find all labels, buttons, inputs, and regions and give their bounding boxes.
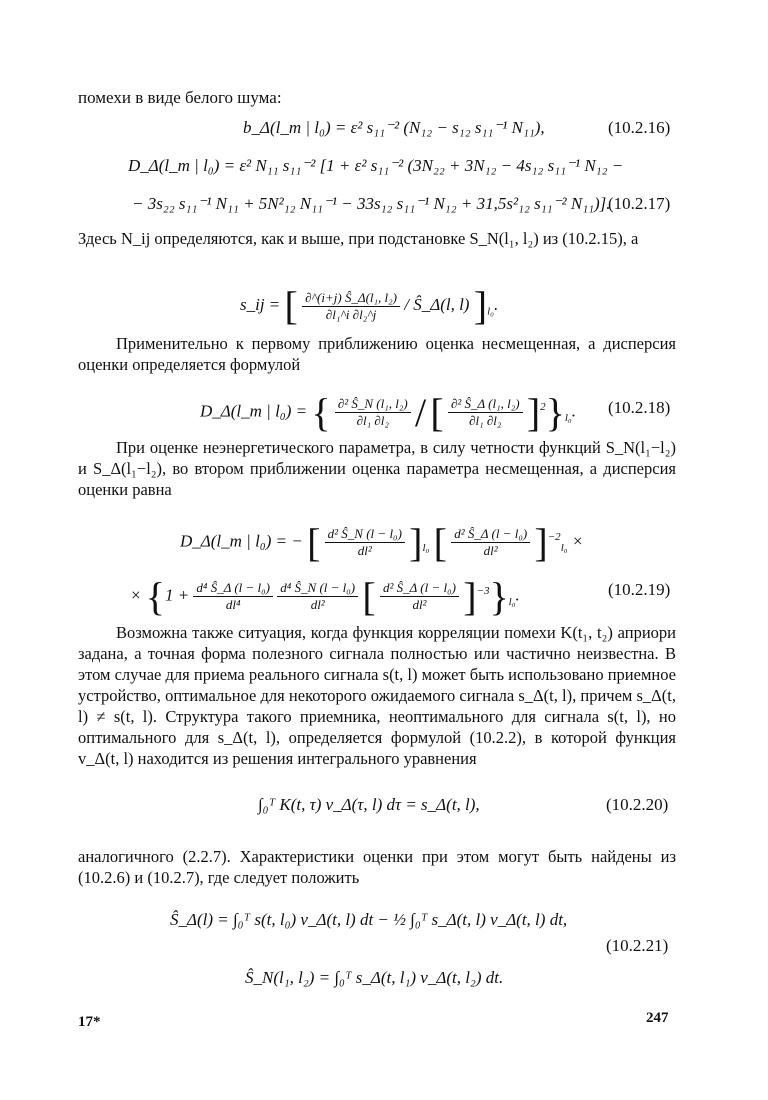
- equation-10-2-17-line1: D_Δ(l_m | l₀) = ε² N₁₁ s₁₁⁻² [1 + ε² s₁₁⁻² (3N₂₂ + 3N₁₂ − 4s₁₂ s₁₁⁻¹ N₁₂ −: [128, 156, 624, 175]
- fraction-denominator: dl⁴: [225, 597, 241, 613]
- equation-10-2-19-line1: D_Δ(l_m | l₀) = − [ $\frac{\text{d² Ŝ\_N (l − l₀)}}{\text{dl²}}$ ]$_{l_0}$ [ $\frac{\text{d² Ŝ\_Δ (l − l₀)}}{\text{dl²}}$ ]$^{-2}_{l_0}$ ×: [180, 519, 584, 565]
- sij-lhs: s_ij =: [240, 295, 281, 314]
- fraction: [325, 526, 405, 559]
- fraction: [277, 580, 358, 613]
- sij-tail: / Ŝ_Δ(l, l): [404, 295, 470, 314]
- paragraph: Возможна также ситуация, когда функция корреляции помехи K(t₁, t₂) априори задана, а точная форма полезного сигнала полностью или частично неизвестна. В этом случае для приема реального сигнала s(t, l) может быть использовано приемное устройство, оптимальное для некоторого ожидаемого сигнала s_Δ(t, l), причем s_Δ(t, l) ≠ s(t, l). Структура такого приемника, неоптимального для сигнала s(t, l), но оптимального для s_Δ(t, l), определяется формулой (10.2.2), в которой функция v_Δ(t, l) находится из решения интегрального уравнения: [78, 623, 676, 768]
- fraction: [451, 526, 530, 559]
- fraction-denominator: dl²: [357, 543, 372, 559]
- fraction-numerator: d⁴ Ŝ_N (l − l₀): [277, 580, 358, 597]
- equation-10-2-21-line1: Ŝ_Δ(l) = ∫₀ᵀ s(t, l₀) v_Δ(t, l) dt − ½ ∫₀ᵀ s_Δ(t, l) v_Δ(t, l) dt,: [170, 910, 568, 929]
- fraction: [193, 580, 273, 613]
- equation-number: (10.2.19): [608, 580, 671, 599]
- fraction-denominator: dl²: [483, 543, 498, 559]
- fraction-numerator: d⁴ Ŝ_Δ (l − l₀): [193, 580, 273, 597]
- sij-subscript: l₀: [487, 305, 494, 318]
- fraction: [302, 290, 400, 323]
- equation-number: (10.2.21): [606, 936, 669, 955]
- fraction-numerator: ∂² Ŝ_Δ (l₁, l₂): [448, 396, 523, 413]
- equation-10-2-18: D_Δ(l_m | l₀) = { $\frac{\text{∂² Ŝ\_N (l₁, l₂)}}{\text{∂l₁ ∂l₂}}$ / [ $\frac{\text{∂² Ŝ\_Δ (l₁, l₂)}}{\text{∂l₁ ∂l₂}}$ ]$^2\}_{l_0}$.: [200, 389, 576, 435]
- eq18-lhs: D_Δ(l_m | l₀) =: [200, 401, 308, 421]
- equation-number: (10.2.17): [608, 194, 671, 213]
- equation-10-2-17-line2: − 3s₂₂ s₁₁⁻¹ N₁₁ + 5N²₁₂ N₁₁⁻¹ − 33s₁₂ s₁₁⁻¹ N₁₂ + 31,5s²₁₂ s₁₁⁻² N₁₁)].: [132, 194, 611, 213]
- equation-number: (10.2.20): [606, 795, 669, 814]
- equation-number: (10.2.18): [608, 398, 671, 417]
- fraction: [380, 580, 459, 613]
- paragraph: аналогичного (2.2.7). Характеристики оценки при этом могут быть найдены из (10.2.6) и (10.2.7), где следует положить: [78, 847, 676, 887]
- paragraph: При оценке неэнергетического параметра, в силу четности функций S_N(l₁−l₂) и S_Δ(l₁−l₂), во втором приближении оценка параметра несмещенная, а дисперсия оценки равна: [78, 438, 676, 499]
- fraction-denominator: ∂l₁ ∂l₂: [356, 413, 389, 429]
- text-line: помехи в виде белого шума:: [78, 88, 282, 107]
- fraction-denominator: dl²: [310, 597, 325, 613]
- equation-10-2-16: b_Δ(l_m | l₀) = ε² s₁₁⁻² (N₁₂ − s₁₂ s₁₁⁻¹ N₁₁),: [243, 118, 545, 137]
- paragraph: Применительно к первому приближению оценка несмещенная, а дисперсия оценки определяется формулой: [78, 334, 676, 374]
- fraction-denominator: ∂l₁^i ∂l₂^j: [325, 306, 377, 322]
- fraction: [448, 396, 523, 429]
- fraction-numerator: ∂² Ŝ_N (l₁, l₂): [335, 396, 411, 413]
- fraction-numerator: ∂^(i+j) Ŝ_Δ(l₁, l₂): [302, 290, 400, 307]
- equation-number: (10.2.16): [608, 118, 671, 137]
- equation-10-2-20: ∫₀ᵀ K(t, τ) v_Δ(τ, l) dτ = s_Δ(t, l),: [258, 795, 480, 814]
- signature-mark: 17*: [78, 1014, 101, 1030]
- equation-sij: s_ij = [ $\frac{\text{∂\textasciicircum{}(i+j) Ŝ\_Δ(l₁, l₂)}}{\text{∂l₁\textasciicircum{}i ∂l₂\textasciicircum{}j}}$ / Ŝ_Δ(l, l) ]$_{l_0}$.: [240, 283, 499, 329]
- fraction-denominator: dl²: [412, 597, 427, 613]
- fraction: [335, 396, 411, 429]
- page-number: 247: [646, 1010, 669, 1026]
- equation-10-2-21-line2: Ŝ_N(l₁, l₂) = ∫₀ᵀ s_Δ(t, l₁) v_Δ(t, l₂) dt.: [245, 968, 504, 987]
- fraction-numerator: d² Ŝ_N (l − l₀): [325, 526, 405, 543]
- fraction-denominator: ∂l₁ ∂l₂: [469, 413, 502, 429]
- eq19-lhs: D_Δ(l_m | l₀) = −: [180, 531, 303, 551]
- equation-10-2-19-line2: × {1 + $\frac{\text{d⁴ Ŝ\_Δ (l − l₀)}}{\text{dl⁴}}$ $\frac{\text{d⁴ Ŝ\_N (l − l₀)}}{\text{dl²}}$ [ $\frac{\text{d² Ŝ\_Δ (l − l₀)}}{\text{dl²}}$ ]$^{-3}\}_{l_0}$.: [130, 573, 520, 619]
- fraction-numerator: d² Ŝ_Δ (l − l₀): [451, 526, 530, 543]
- paragraph: Здесь N_ij определяются, как и выше, при подстановке S_N(l₁, l₂) из (10.2.15), а: [78, 229, 639, 248]
- fraction-numerator: d² Ŝ_Δ (l − l₀): [380, 580, 459, 597]
